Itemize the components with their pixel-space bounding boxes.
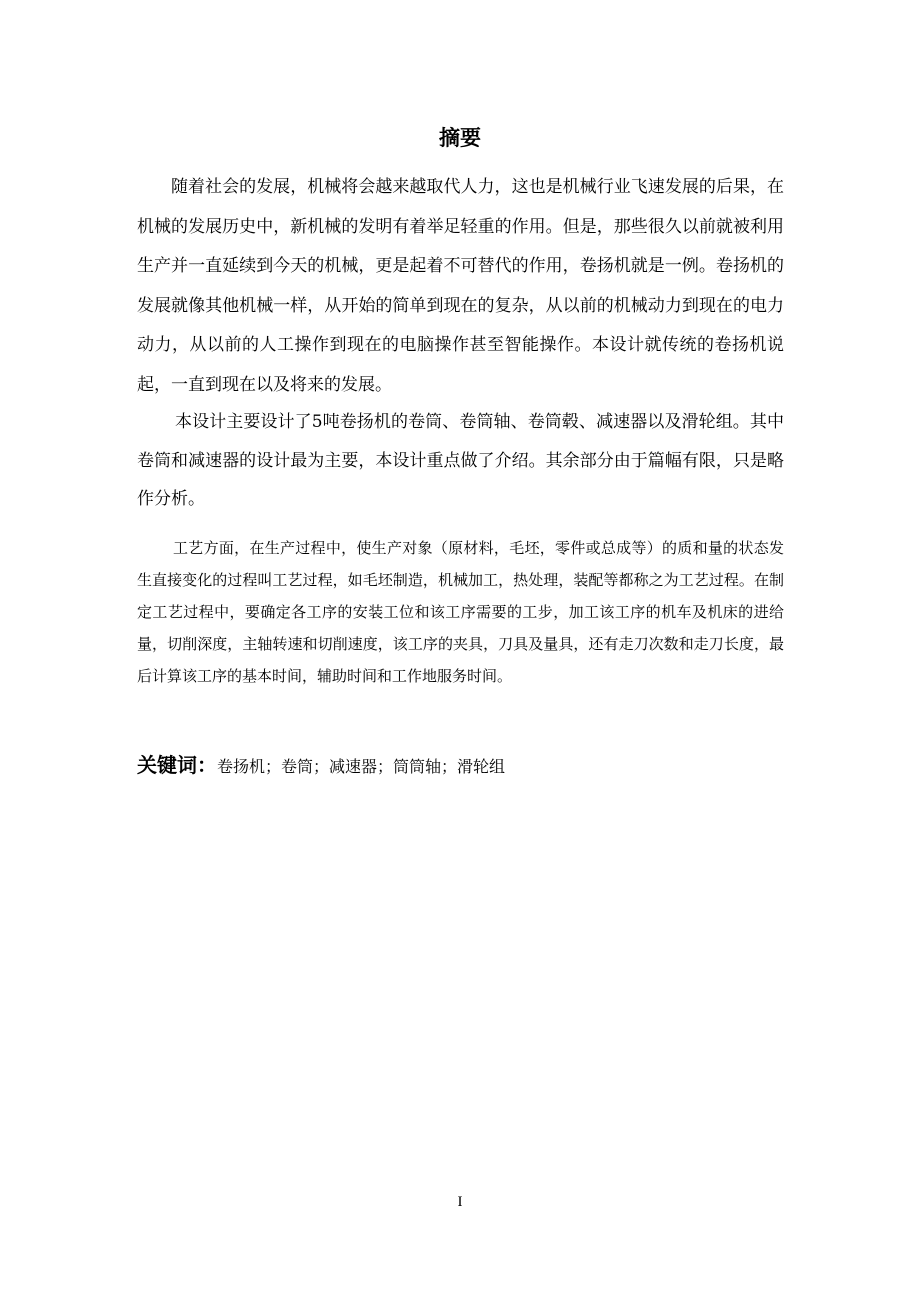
- page-number: I: [457, 1194, 463, 1210]
- keywords-line: [137, 747, 784, 785]
- abstract-paragraph-2: 本设计主要设计了5吨卷扬机的卷筒、卷筒轴、卷筒毂、减速器以及滑轮组。其中卷筒和减速器的设计最为主要，本设计重点做了介绍。其余部分由于篇幅有限，只是略作分析。: [137, 412, 784, 509]
- abstract-paragraph-1: 随着社会的发展，机械将会越来越取代人力，这也是机械行业飞速发展的后果，在机械的发展历史中，新机械的发明有着举足轻重的作用。但是，那些很久以前就被利用生产并一直延续到今天的机械，更是起着不可替代的作用，卷扬机就是一例。卷扬机的发展就像其他机械一样，从开始的简单到现在的复杂，从以前的机械动力到现在的电力动力，从以前的人工操作到现在的电脑操作甚至智能操作。本设计就传统的卷扬机说起，一直到现在以及将来的发展。: [137, 177, 784, 395]
- abstract-title: 摘要: [439, 126, 481, 150]
- keywords-list: 卷扬机；卷筒；减速器；筒筒轴；滑轮组: [217, 757, 506, 776]
- abstract-paragraph-3: 工艺方面，在生产过程中，使生产对象（原材料，毛坯，零件或总成等）的质和量的状态发生直接变化的过程叫工艺过程，如毛坯制造，机械加工，热处理，装配等都称之为工艺过程。在制定工艺过程中，要确定各工序的安装工位和该工序需要的工步，加工该工序的机车及机床的进给量，切削深度，主轴转速和切削速度，该工序的夹具，刀具及量具，还有走刀次数和走刀长度，最后计算该工序的基本时间，辅助时间和工作地服务时间。: [137, 539, 784, 685]
- keywords-label: 关键词：: [137, 753, 217, 777]
